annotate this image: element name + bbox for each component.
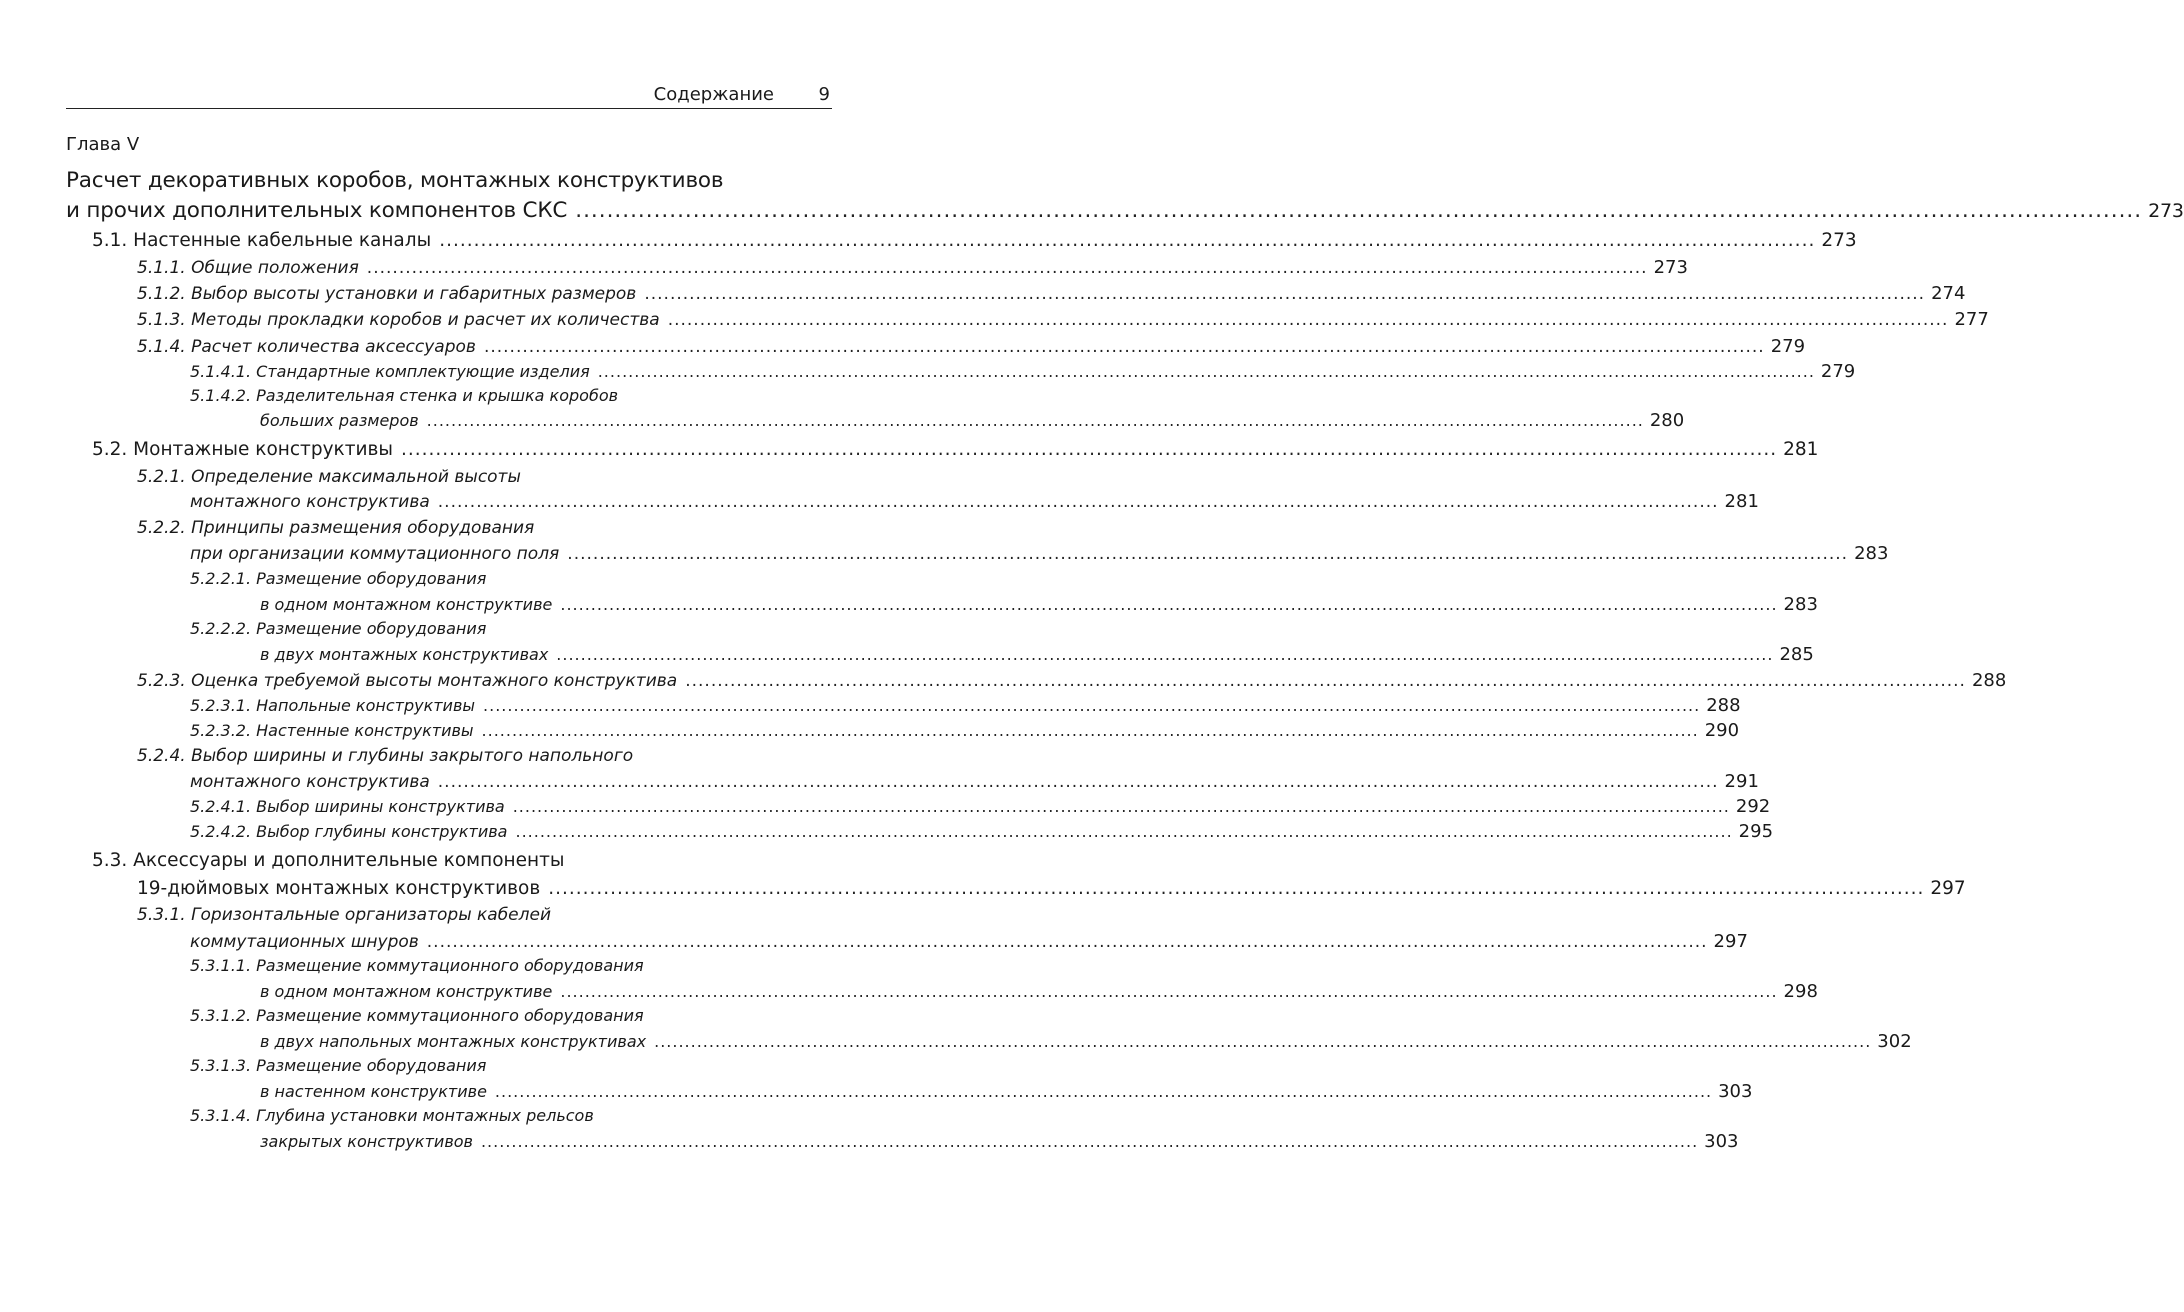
- toc-entry-page: 280: [1649, 410, 1685, 431]
- toc-entry-title: в настенном конструктиве: [260, 1082, 487, 1101]
- toc-entry[interactable]: [137, 309, 1989, 330]
- toc-entry-title: 5.2.4.2. Выбор глубины конструктива: [190, 822, 508, 841]
- toc-entry[interactable]: [190, 1006, 644, 1025]
- running-header: [66, 80, 832, 109]
- toc-entry-page: 283: [1783, 594, 1818, 615]
- toc-entry-page: 283: [1854, 543, 1889, 564]
- toc-entry-title: 19-дюймовых монтажных конструктивов: [137, 878, 541, 899]
- toc-entry-title: 5.2.1. Определение максимальной высоты: [137, 467, 521, 487]
- toc-entry[interactable]: [190, 619, 486, 638]
- toc-entry[interactable]: [260, 981, 1818, 1002]
- toc-entry-title: 5.1.4.2. Разделительная стенка и крышка коробов: [190, 386, 619, 405]
- toc-entry-page: 303: [1704, 1131, 1739, 1152]
- toc-entry-title: 5.2.4. Выбор ширины и глубины закрытого напольного: [137, 746, 634, 766]
- toc-entry[interactable]: [260, 1081, 1753, 1102]
- dot-leader: ........................................................................................................................................................................................................: [439, 230, 1816, 251]
- toc-entry-page: 297: [1930, 878, 1966, 899]
- toc-entry[interactable]: [190, 956, 644, 975]
- toc-entry-title: 5.1.4.1. Стандартные комплектующие изделия: [190, 362, 590, 381]
- toc-entry-title: 5.2.3. Оценка требуемой высоты монтажного конструктива: [137, 671, 678, 691]
- toc-entry[interactable]: [190, 771, 1759, 792]
- dot-leader: ........................................................................................................................................................................................................: [426, 932, 1708, 952]
- toc-entry[interactable]: [137, 336, 1806, 357]
- toc-entry-title: 5.3.1.4. Глубина установки монтажных рельсов: [190, 1106, 594, 1125]
- chapter-title-line1: Расчет декоративных коробов, монтажных конструктивов: [66, 168, 724, 193]
- toc-entry-page: 273: [1653, 257, 1688, 278]
- toc-entry[interactable]: [260, 1131, 1739, 1152]
- dot-leader: ........................................................................................................................................................................................................: [480, 1132, 1699, 1151]
- dot-leader: ........................................................................................................................................................................................................: [597, 362, 1815, 381]
- toc-entry-title: 5.3.1.1. Размещение коммутационного оборудования: [190, 956, 644, 975]
- toc-entry-page: 281: [1783, 439, 1819, 460]
- toc-entry-page: 302: [1877, 1031, 1912, 1052]
- toc-entry-title: 5.1.2. Выбор высоты установки и габаритных размеров: [137, 284, 637, 304]
- toc-entry-page: 290: [1704, 720, 1740, 741]
- toc-entry[interactable]: [190, 695, 1741, 716]
- chapter-label: Глава V: [66, 134, 140, 155]
- dot-leader: ........................................................................................................................................................................................................: [483, 337, 1765, 357]
- toc-entry-page: 274: [1931, 283, 1966, 304]
- toc-entry[interactable]: [190, 796, 1771, 817]
- toc-entry[interactable]: [92, 439, 1819, 460]
- toc-entry-page: 295: [1738, 821, 1774, 842]
- dot-leader: ........................................................................................................................................................................................................: [483, 696, 1701, 715]
- toc-entry-title: в двух монтажных конструктивах: [260, 645, 549, 664]
- dot-leader: ........................................................................................................................................................................................................: [437, 772, 1719, 792]
- toc-entry-title: 5.2. Монтажные конструктивы: [92, 439, 394, 460]
- toc-entry[interactable]: [137, 467, 521, 487]
- toc-entry-page: 273: [1821, 230, 1857, 251]
- toc-entry-title: 5.3.1.3. Размещение оборудования: [190, 1056, 487, 1075]
- toc-entry[interactable]: [137, 746, 633, 766]
- toc-entry[interactable]: [190, 361, 1856, 382]
- toc-entry[interactable]: [190, 543, 1889, 564]
- dot-leader: ........................................................................................................................................................................................................: [560, 982, 1778, 1001]
- dot-leader: ........................................................................................................................................................................................................: [685, 671, 1966, 691]
- toc-entry-title: 5.2.2. Принципы размещения оборудования: [137, 518, 535, 538]
- toc-entry-title: монтажного конструктива: [190, 772, 430, 792]
- toc-entry-title: в одном монтажном конструктиве: [260, 982, 553, 1001]
- toc-entry-title: в двух напольных монтажных конструктивах: [260, 1032, 647, 1051]
- toc-entry-title: монтажного конструктива: [190, 492, 430, 512]
- dot-leader: ........................................................................................................................................................................................................: [644, 284, 1926, 304]
- dot-leader: ........................................................................................................................................................................................................: [560, 595, 1778, 614]
- toc-entry[interactable]: [92, 230, 1857, 251]
- toc-entry-title: 5.3. Аксессуары и дополнительные компоненты: [92, 850, 565, 871]
- toc-entry-page: 279: [1770, 336, 1806, 357]
- chapter-title-line2: и прочих дополнительных компонентов СКС: [66, 198, 568, 223]
- toc-entry-page: 288: [1971, 670, 2007, 691]
- toc-entry-page: 288: [1706, 695, 1741, 716]
- toc-entry[interactable]: [190, 386, 618, 405]
- toc-entry-page: 292: [1735, 796, 1771, 817]
- header-section-title: Содержание: [653, 84, 774, 105]
- toc-entry[interactable]: [137, 518, 534, 538]
- toc-entry[interactable]: [260, 410, 1685, 431]
- toc-entry-title: 5.3.1. Горизонтальные организаторы кабелей: [137, 905, 552, 925]
- toc-entry[interactable]: [260, 594, 1818, 615]
- dot-leader: ........................................................................................................................................................................................................: [515, 822, 1733, 841]
- toc-entry[interactable]: [137, 878, 1966, 899]
- toc-entry-title: 5.2.2.1. Размещение оборудования: [190, 569, 487, 588]
- toc-entry-page: 303: [1718, 1081, 1753, 1102]
- toc-entry-page: 285: [1779, 644, 1814, 665]
- toc-entry-title: коммутационных шнуров: [190, 932, 419, 952]
- toc-entry-title: закрытых конструктивов: [260, 1132, 473, 1151]
- toc-entry-page: 277: [1954, 309, 1989, 330]
- toc-entry-title: 5.1.4. Расчет количества аксессуаров: [137, 337, 476, 357]
- toc-entry[interactable]: [137, 257, 1688, 278]
- toc-entry[interactable]: [190, 720, 1740, 741]
- dot-leader: ........................................................................................................................................................................................................: [481, 721, 1699, 740]
- dot-leader: ........................................................................................................................................................................................................: [426, 411, 1644, 430]
- toc-entry-title: 5.1. Настенные кабельные каналы: [92, 230, 432, 251]
- header-page-number: 9: [818, 84, 830, 105]
- chapter-title-line2-row[interactable]: [66, 196, 2184, 226]
- dot-leader: ........................................................................................................................................................................................................: [512, 797, 1730, 816]
- dot-leader: ........................................................................................................................................................................................................: [437, 492, 1719, 512]
- dot-leader: ........................................................................................................................................................................................................: [494, 1082, 1713, 1101]
- toc-entry[interactable]: [260, 1031, 1912, 1052]
- toc-entry-title: при организации коммутационного поля: [190, 544, 560, 564]
- toc-entry[interactable]: [137, 905, 551, 925]
- toc-entry-page: 281: [1724, 491, 1759, 512]
- toc-entry[interactable]: [190, 821, 1774, 842]
- dot-leader: ........................................................................................................................................................................................................: [401, 439, 1778, 460]
- toc-entry[interactable]: [190, 1106, 594, 1125]
- toc-entry-page: 297: [1713, 931, 1748, 952]
- dot-leader: ........................................................................................................................................................................................................: [366, 258, 1648, 278]
- dot-leader: ........................................................................................................................................................................................................: [575, 198, 2143, 223]
- toc-entry-title: в одном монтажном конструктиве: [260, 595, 553, 614]
- toc-entry-title: 5.2.4.1. Выбор ширины конструктива: [190, 797, 505, 816]
- chapter-title: [66, 166, 2184, 226]
- toc-entry[interactable]: [137, 670, 2007, 691]
- dot-leader: ........................................................................................................................................................................................................: [548, 878, 1925, 899]
- toc-entry-title: 5.2.3.1. Напольные конструктивы: [190, 696, 476, 715]
- toc-entry[interactable]: [137, 283, 1966, 304]
- toc-entry-title: 5.2.3.2. Настенные конструктивы: [190, 721, 474, 740]
- toc-entry-title: 5.1.1. Общие положения: [137, 258, 359, 278]
- toc-entry[interactable]: [190, 491, 1759, 512]
- dot-leader: ........................................................................................................................................................................................................: [654, 1032, 1872, 1051]
- dot-leader: ........................................................................................................................................................................................................: [567, 544, 1849, 564]
- toc-entry-page: 298: [1783, 981, 1818, 1002]
- toc-entry-title: 5.3.1.2. Размещение коммутационного оборудования: [190, 1006, 644, 1025]
- toc-entry-title: 5.1.3. Методы прокладки коробов и расчет их количества: [137, 310, 660, 330]
- toc-entry-page: 291: [1724, 771, 1759, 792]
- toc-entry[interactable]: [92, 850, 564, 871]
- toc-entry[interactable]: [190, 569, 486, 588]
- toc-entry[interactable]: [260, 644, 1814, 665]
- chapter-page-number: 273: [2148, 200, 2184, 222]
- toc-entry[interactable]: [190, 931, 1748, 952]
- dot-leader: ........................................................................................................................................................................................................: [667, 310, 1949, 330]
- toc-entry-title: больших размеров: [260, 411, 419, 430]
- dot-leader: ........................................................................................................................................................................................................: [556, 645, 1774, 664]
- toc-entry-page: 279: [1820, 361, 1856, 382]
- toc-entry-title: 5.2.2.2. Размещение оборудования: [190, 619, 487, 638]
- toc-entry[interactable]: [190, 1056, 486, 1075]
